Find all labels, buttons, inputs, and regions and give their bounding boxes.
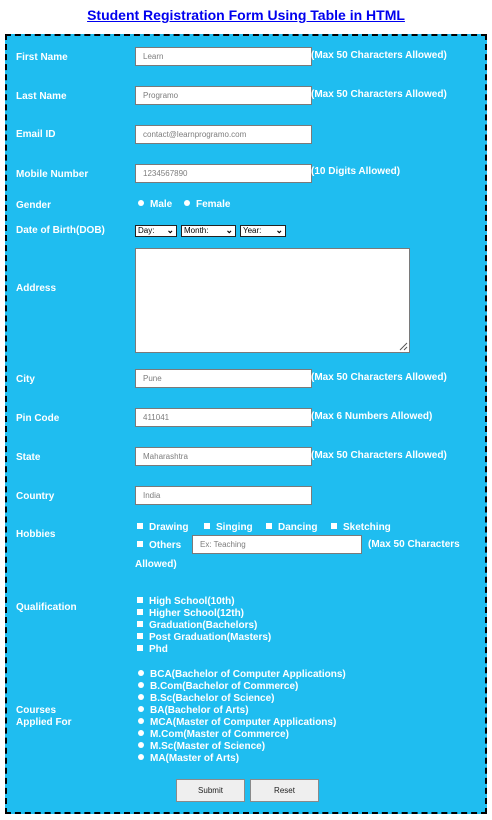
male-label: Male (150, 199, 173, 210)
pin-note: (Max 6 Numbers Allowed) (311, 411, 433, 422)
registration-form (5, 34, 487, 814)
mobile-label: Mobile Number (16, 169, 89, 180)
course-option-label: MCA(Master of Computer Applications) (150, 717, 337, 728)
state-input[interactable]: Maharashtra (135, 447, 312, 466)
qualification-option[interactable] (137, 632, 271, 644)
dob-month-value: Month: (184, 226, 209, 235)
course-option-label: M.Sc(Master of Science) (150, 741, 266, 752)
course-option-label: BCA(Bachelor of Computer Applications) (150, 669, 346, 680)
singing-checkbox[interactable] (204, 523, 210, 529)
last-name-label: Last Name (16, 91, 67, 102)
first-name-label: First Name (16, 52, 68, 63)
qualification-checkbox[interactable] (137, 597, 143, 603)
chevron-down-icon: ⌄ (225, 225, 233, 235)
qualification-label: Qualification (16, 602, 77, 613)
hobby-other-note-cont: Allowed) (135, 559, 177, 570)
qualification-option-label: Phd (149, 644, 168, 655)
dob-label: Date of Birth(DOB) (16, 225, 105, 236)
dob-day-value: Day: (138, 226, 155, 235)
gender-female-option[interactable] (184, 199, 230, 211)
hobby-singing-label: Singing (216, 522, 253, 533)
female-radio[interactable] (184, 200, 190, 206)
state-note: (Max 50 Characters Allowed) (311, 450, 447, 461)
hobby-singing[interactable] (204, 522, 253, 534)
state-label: State (16, 452, 41, 463)
hobby-drawing[interactable] (137, 522, 188, 534)
hobby-other-input[interactable]: Ex: Teaching (192, 535, 362, 554)
dob-day-select[interactable] (135, 225, 177, 237)
email-label: Email ID (16, 129, 56, 140)
gender-label: Gender (16, 200, 52, 211)
course-radio[interactable] (138, 730, 144, 736)
dob-year-value: Year: (243, 226, 262, 235)
course-option[interactable] (138, 705, 249, 717)
pin-input[interactable]: 411041 (135, 408, 312, 427)
dob-year-select[interactable] (240, 225, 286, 237)
female-label: Female (196, 199, 231, 210)
qualification-option-label: Graduation(Bachelors) (149, 620, 258, 631)
resize-grip-icon[interactable] (399, 342, 408, 351)
dob-month-select[interactable] (181, 225, 236, 237)
dancing-checkbox[interactable] (266, 523, 272, 529)
course-option-label: BA(Bachelor of Arts) (150, 705, 249, 716)
course-option[interactable] (138, 729, 289, 741)
hobbies-label: Hobbies (16, 529, 56, 540)
chevron-down-icon: ⌄ (275, 225, 283, 235)
hobby-other-note: (Max 50 Characters (368, 539, 460, 550)
hobby-dancing[interactable] (266, 522, 317, 534)
course-option-label: M.Com(Master of Commerce) (150, 729, 289, 740)
course-option[interactable] (138, 681, 298, 693)
hobby-drawing-label: Drawing (149, 522, 189, 533)
others-checkbox[interactable] (137, 541, 143, 547)
course-option-label: B.Sc(Bachelor of Science) (150, 693, 275, 704)
qualification-option[interactable] (137, 644, 168, 656)
city-label: City (16, 374, 35, 385)
qualification-option[interactable] (137, 596, 235, 608)
first-name-note: (Max 50 Characters Allowed) (311, 50, 447, 61)
courses-label-cont: Applied For (16, 717, 72, 728)
hobby-dancing-label: Dancing (278, 522, 318, 533)
mobile-note: (10 Digits Allowed) (311, 166, 401, 177)
qualification-checkbox[interactable] (137, 621, 143, 627)
course-option[interactable] (138, 753, 239, 765)
email-input[interactable]: contact@learnprogramo.com (135, 125, 312, 144)
qualification-option[interactable] (137, 608, 244, 620)
chevron-down-icon: ⌄ (166, 225, 174, 235)
submit-button[interactable]: Submit (176, 779, 245, 802)
pin-label: Pin Code (16, 413, 60, 424)
qualification-checkbox[interactable] (137, 645, 143, 651)
hobby-sketching[interactable] (331, 522, 391, 534)
address-label: Address (16, 283, 57, 294)
page-title[interactable]: Student Registration Form Using Table in HTML (87, 7, 405, 23)
course-radio[interactable] (138, 694, 144, 700)
country-label: Country (16, 491, 55, 502)
male-radio[interactable] (138, 200, 144, 206)
course-option-label: B.Com(Bachelor of Commerce) (150, 681, 299, 692)
course-radio[interactable] (138, 682, 144, 688)
qualification-option-label: High School(10th) (149, 596, 235, 607)
course-radio[interactable] (138, 742, 144, 748)
sketching-checkbox[interactable] (331, 523, 337, 529)
gender-male-option[interactable] (138, 199, 172, 211)
course-option[interactable] (138, 693, 274, 705)
hobby-others-label: Others (149, 540, 182, 551)
drawing-checkbox[interactable] (137, 523, 143, 529)
hobby-sketching-label: Sketching (343, 522, 391, 533)
qualification-checkbox[interactable] (137, 633, 143, 639)
address-textarea[interactable] (135, 248, 410, 353)
country-input[interactable]: India (135, 486, 312, 505)
course-radio[interactable] (138, 754, 144, 760)
last-name-input[interactable]: Programo (135, 86, 312, 105)
course-radio[interactable] (138, 706, 144, 712)
course-radio[interactable] (138, 670, 144, 676)
city-input[interactable]: Pune (135, 369, 312, 388)
qualification-option-label: Post Graduation(Masters) (149, 632, 272, 643)
course-option[interactable] (138, 741, 265, 753)
city-note: (Max 50 Characters Allowed) (311, 372, 447, 383)
qualification-option-label: Higher School(12th) (149, 608, 245, 619)
mobile-input[interactable]: 1234567890 (135, 164, 312, 183)
courses-label: Courses (16, 705, 57, 716)
qualification-checkbox[interactable] (137, 609, 143, 615)
qualification-option[interactable] (137, 620, 257, 632)
course-radio[interactable] (138, 718, 144, 724)
course-option-label: MA(Master of Arts) (150, 753, 240, 764)
hobby-others[interactable] (137, 540, 181, 552)
last-name-note: (Max 50 Characters Allowed) (311, 89, 447, 100)
course-option[interactable] (138, 669, 346, 681)
first-name-input[interactable]: Learn (135, 47, 312, 66)
course-option[interactable] (138, 717, 336, 729)
reset-button[interactable]: Reset (250, 779, 319, 802)
